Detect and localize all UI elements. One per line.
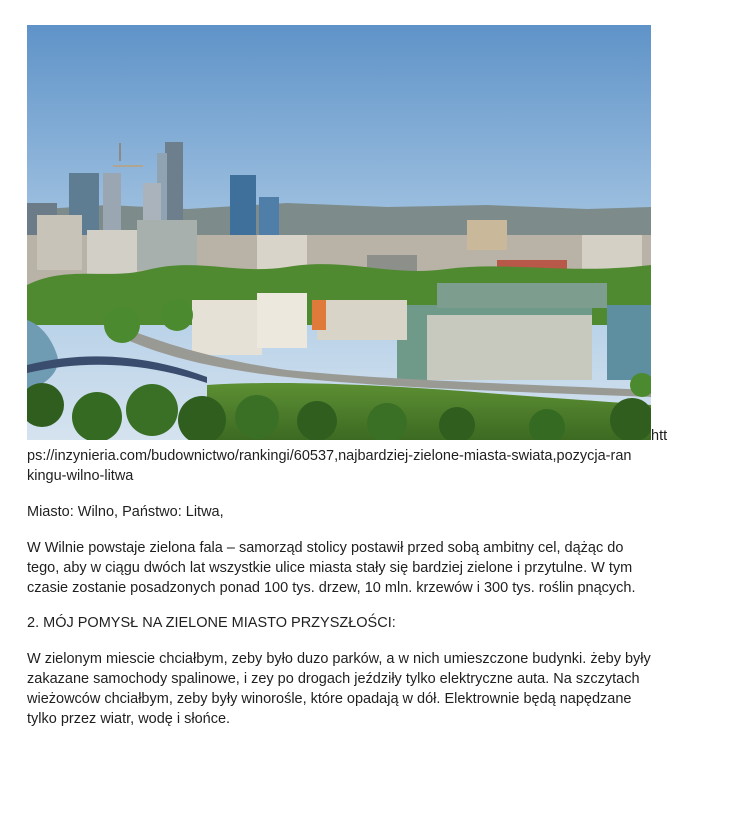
location-text: Miasto: Wilno, Państwo: Litwa,: [27, 504, 224, 520]
section-heading: [27, 613, 707, 633]
paragraph-line: czasie zostanie posadzonych ponad 100 tys. drzew, 10 mln. krzewów i 300 tys. roślin pnących.: [27, 580, 636, 596]
intro-paragraph: [27, 538, 707, 598]
vilnius-skyline-image: [27, 25, 651, 440]
section-heading-text: 2. MÓJ POMYSŁ NA ZIELONE MIASTO PRZYSZŁOŚCI:: [27, 615, 396, 631]
city-photo: [27, 25, 651, 440]
location-line: [27, 502, 707, 522]
paragraph-line: W zielonym miescie chciałbym, zeby było duzo parków, a w nich umieszczone budynki. żeby były: [27, 651, 651, 667]
paragraph-line: wieżowców chciałbym, zeby były winorośle, które opadają w dół. Elektrownie będą napędzane: [27, 691, 632, 707]
paragraph-line: W Wilnie powstaje zielona fala – samorząd stolicy postawił przed sobą ambitny cel, dążąc do: [27, 540, 624, 556]
paragraph-line: tego, aby w ciągu dwóch lat wszystkie ulice miasta stały się bardziej zielone i przytulne. W tym: [27, 560, 633, 576]
paragraph-line: tylko przez wiatr, wodę i słońce.: [27, 711, 231, 727]
idea-paragraph: [27, 649, 707, 729]
source-url[interactable]: [27, 446, 707, 486]
paragraph-line: zakazane samochody spalinowe, i zey po drogach jeździły tylko elektryczne auta. Na szczytach: [27, 671, 640, 687]
source-url-line[interactable]: kingu-wilno-litwa: [27, 468, 134, 484]
source-url-line[interactable]: ps://inzynieria.com/budownictwo/rankingi/60537,najbardziej-zielone-miasta-swiata,pozycja-ran: [27, 448, 632, 464]
source-url-start[interactable]: htt: [651, 428, 668, 444]
